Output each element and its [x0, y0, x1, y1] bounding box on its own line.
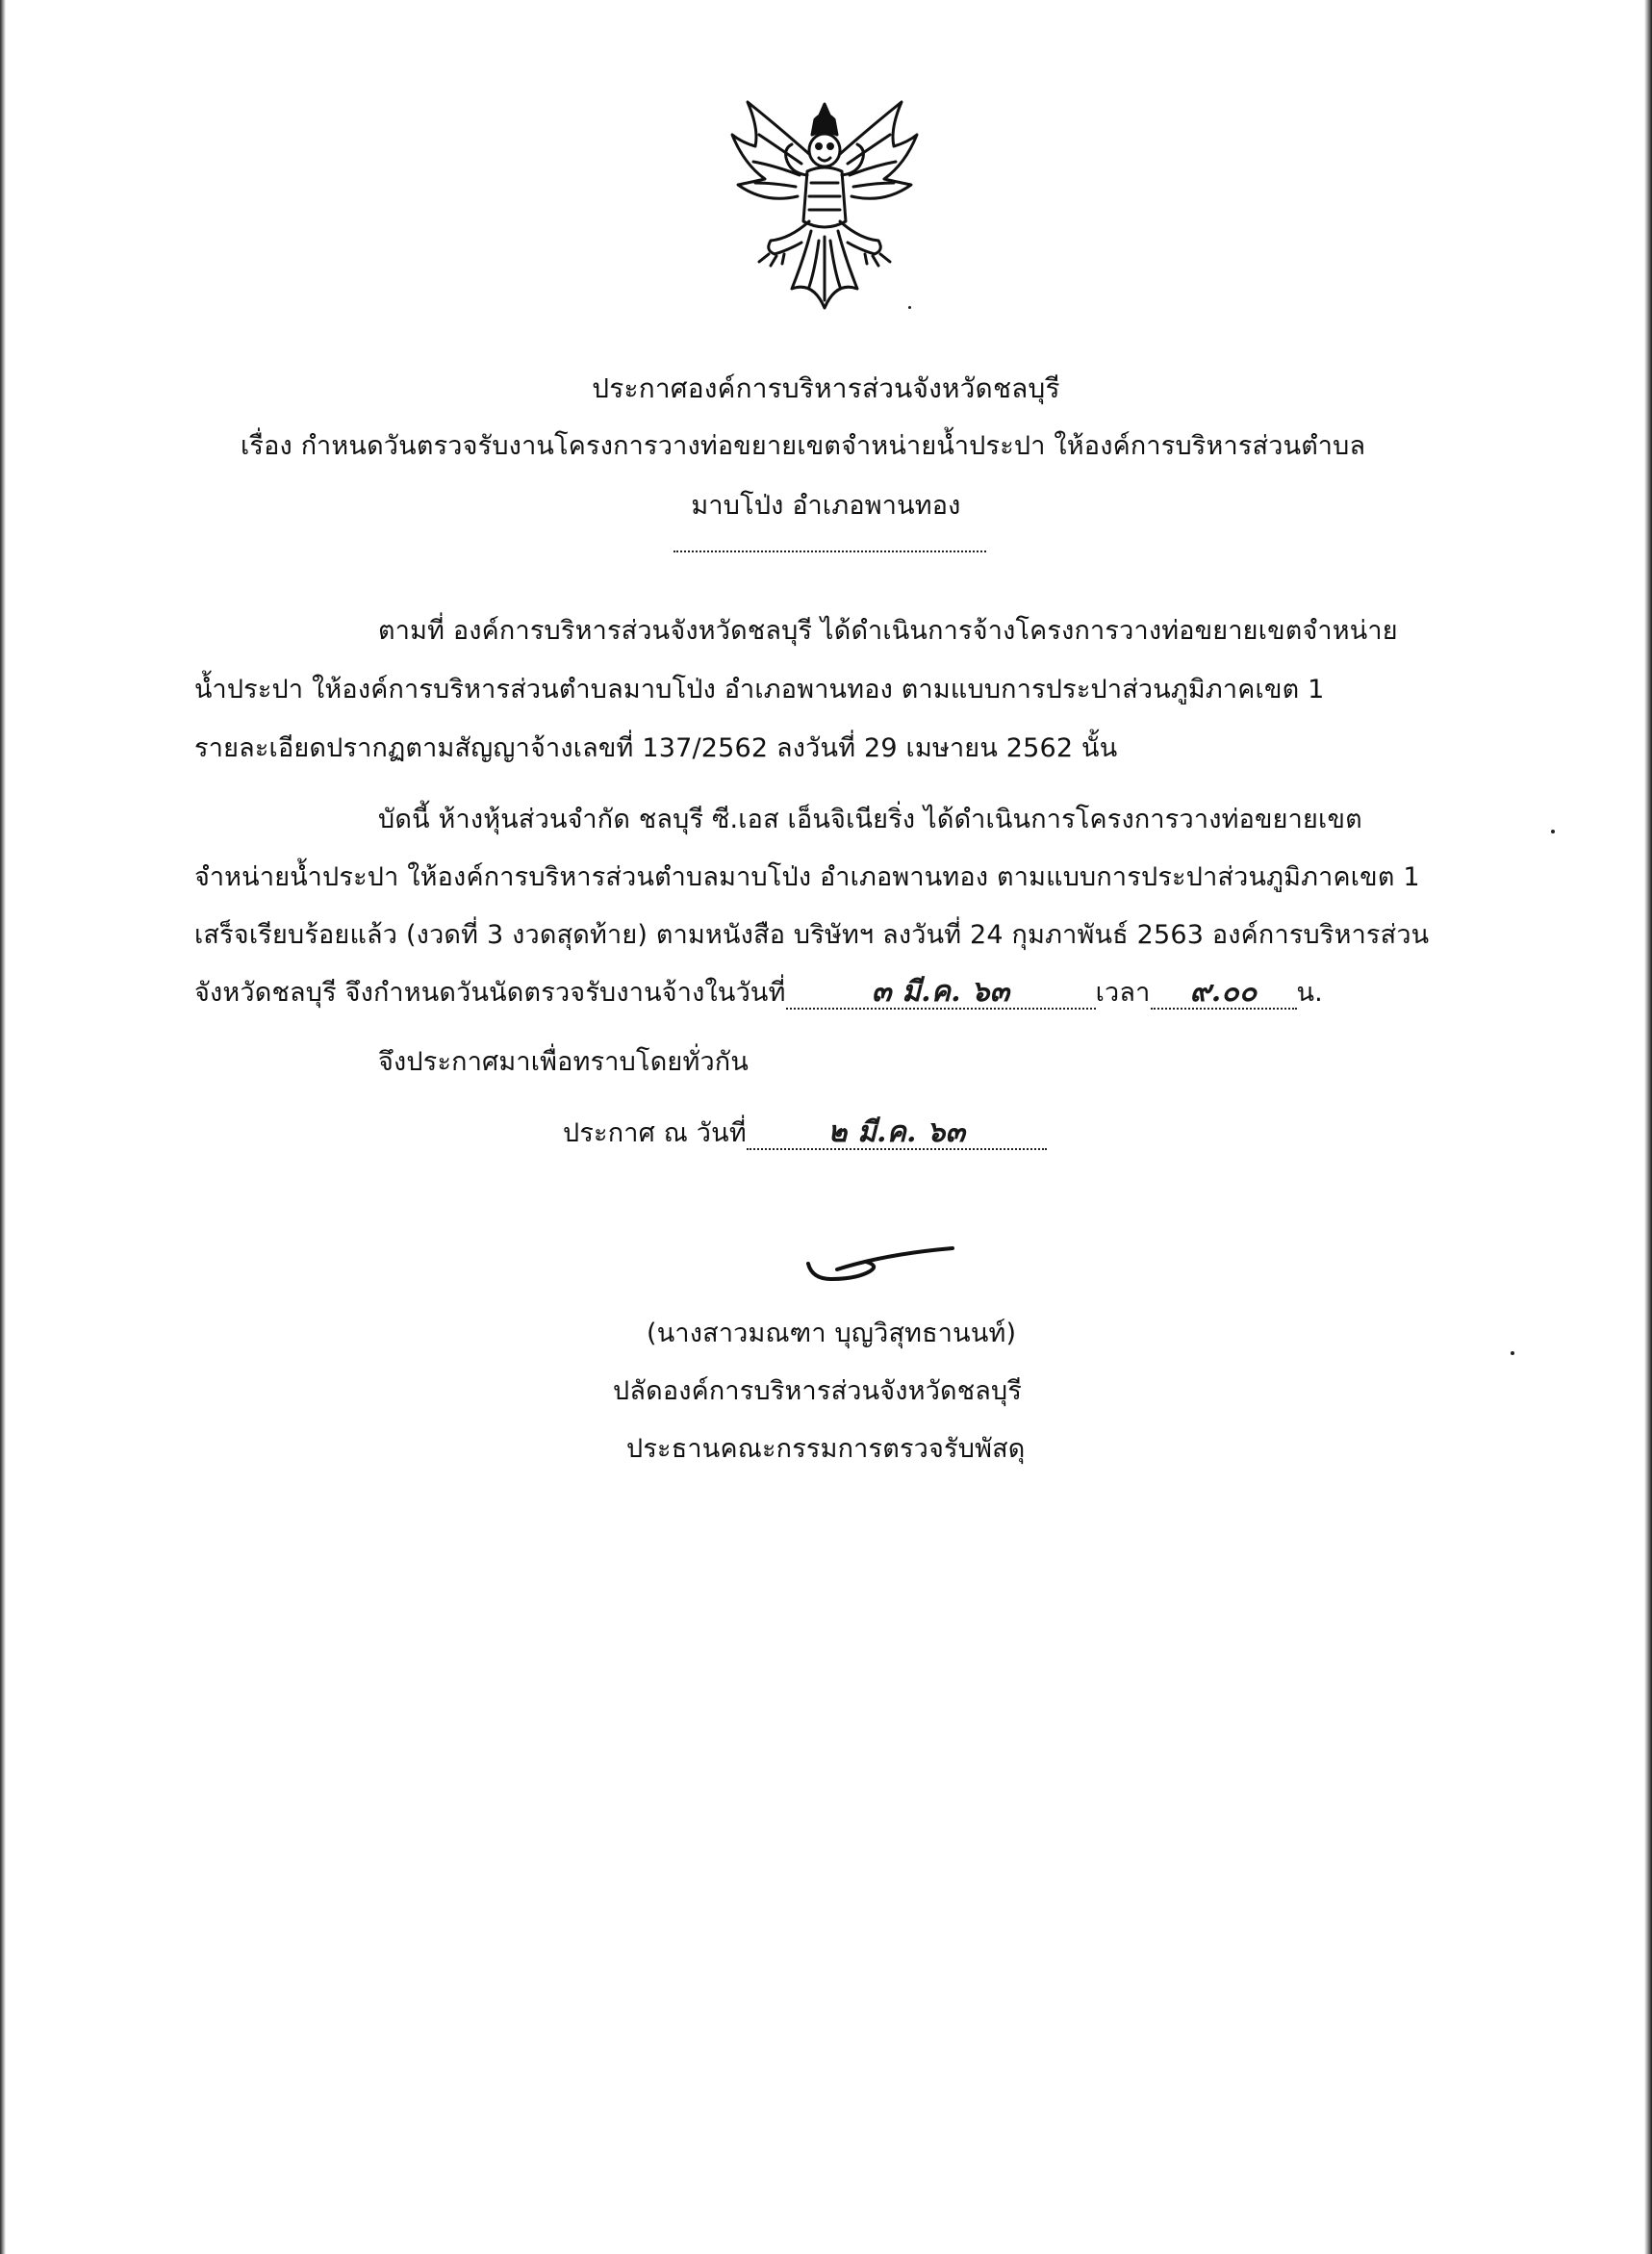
signatory-position: ปลัดองค์การบริหารส่วนจังหวัดชลบุรี	[613, 1376, 1023, 1406]
scan-edge-left	[0, 0, 6, 2254]
handwritten-signature-icon	[799, 1237, 972, 1294]
subject-line-continued: มาบโป่ง อำเภอพานทอง	[691, 491, 961, 521]
scan-speck	[1511, 1351, 1514, 1355]
inspection-time-handwritten: ๙.๐๐	[1151, 977, 1297, 1010]
paragraph2-line3: เสร็จเรียบร้อยแล้ว (งวดที่ 3 งวดสุดท้าย) ตามหนังสือ บริษัทฯ ลงวันที่ 24 กุมภาพันธ์ 2563 องค์การบริหารส่วน	[194, 920, 1430, 950]
announce-date-handwritten: ๒ มี.ค. ๖๓	[747, 1117, 1047, 1150]
garuda-emblem-icon	[726, 96, 924, 327]
inspection-date-handwritten: ๓ มี.ค. ๖๓	[786, 977, 1096, 1010]
paragraph1-line1: ตามที่ องค์การบริหารส่วนจังหวัดชลบุรี ได้ดำเนินการจ้างโครงการวางท่อขยายเขตจำหน่าย	[378, 616, 1398, 646]
time-unit: น.	[1296, 978, 1323, 1008]
announce-date-line	[563, 1116, 1047, 1151]
announce-date-label: ประกาศ ณ วันที่	[563, 1118, 747, 1148]
signatory-committee-role: ประธานคณะกรรมการตรวจรับพัสดุ	[626, 1434, 1026, 1464]
paragraph2-line1: บัดนี้ ห้างหุ้นส่วนจำกัด ชลบุรี ซี.เอส เอ็นจิเนียริ่ง ได้ดำเนินการโครงการวางท่อขยายเขต	[378, 805, 1362, 834]
paragraph1-line3: รายละเอียดปรากฏตามสัญญาจ้างเลขที่ 137/2562 ลงวันที่ 29 เมษายน 2562 นั้น	[194, 733, 1118, 763]
page-title: ประกาศองค์การบริหารส่วนจังหวัดชลบุรี	[592, 372, 1060, 404]
time-label: เวลา	[1095, 978, 1151, 1008]
signatory-name: (นางสาวมณฑา บุญวิสุทธานนท์)	[647, 1319, 1017, 1348]
scan-edge-right	[1644, 0, 1652, 2254]
closing-text: จึงประกาศมาเพื่อทราบโดยทั่วกัน	[378, 1047, 750, 1077]
paragraph1-line2: น้ำประปา ให้องค์การบริหารส่วนตำบลมาบโป่ง อำเภอพานทอง ตามแบบการประปาส่วนภูมิภาคเขต 1	[194, 675, 1325, 704]
scan-speck	[1551, 830, 1555, 833]
paragraph2-line4	[194, 976, 1323, 1011]
inspection-date-label: จังหวัดชลบุรี จึงกำหนดวันนัดตรวจรับงานจ้างในวันที่	[194, 978, 786, 1008]
subject-line: เรื่อง กำหนดวันตรวจรับงานโครงการวางท่อขยายเขตจำหน่ายน้ำประปา ให้องค์การบริหารส่วนตำบล	[241, 431, 1366, 461]
title-divider	[674, 551, 986, 552]
paragraph2-line2: จำหน่ายน้ำประปา ให้องค์การบริหารส่วนตำบลมาบโป่ง อำเภอพานทอง ตามแบบการประปาส่วนภูมิภาคเขต 1	[194, 862, 1420, 892]
